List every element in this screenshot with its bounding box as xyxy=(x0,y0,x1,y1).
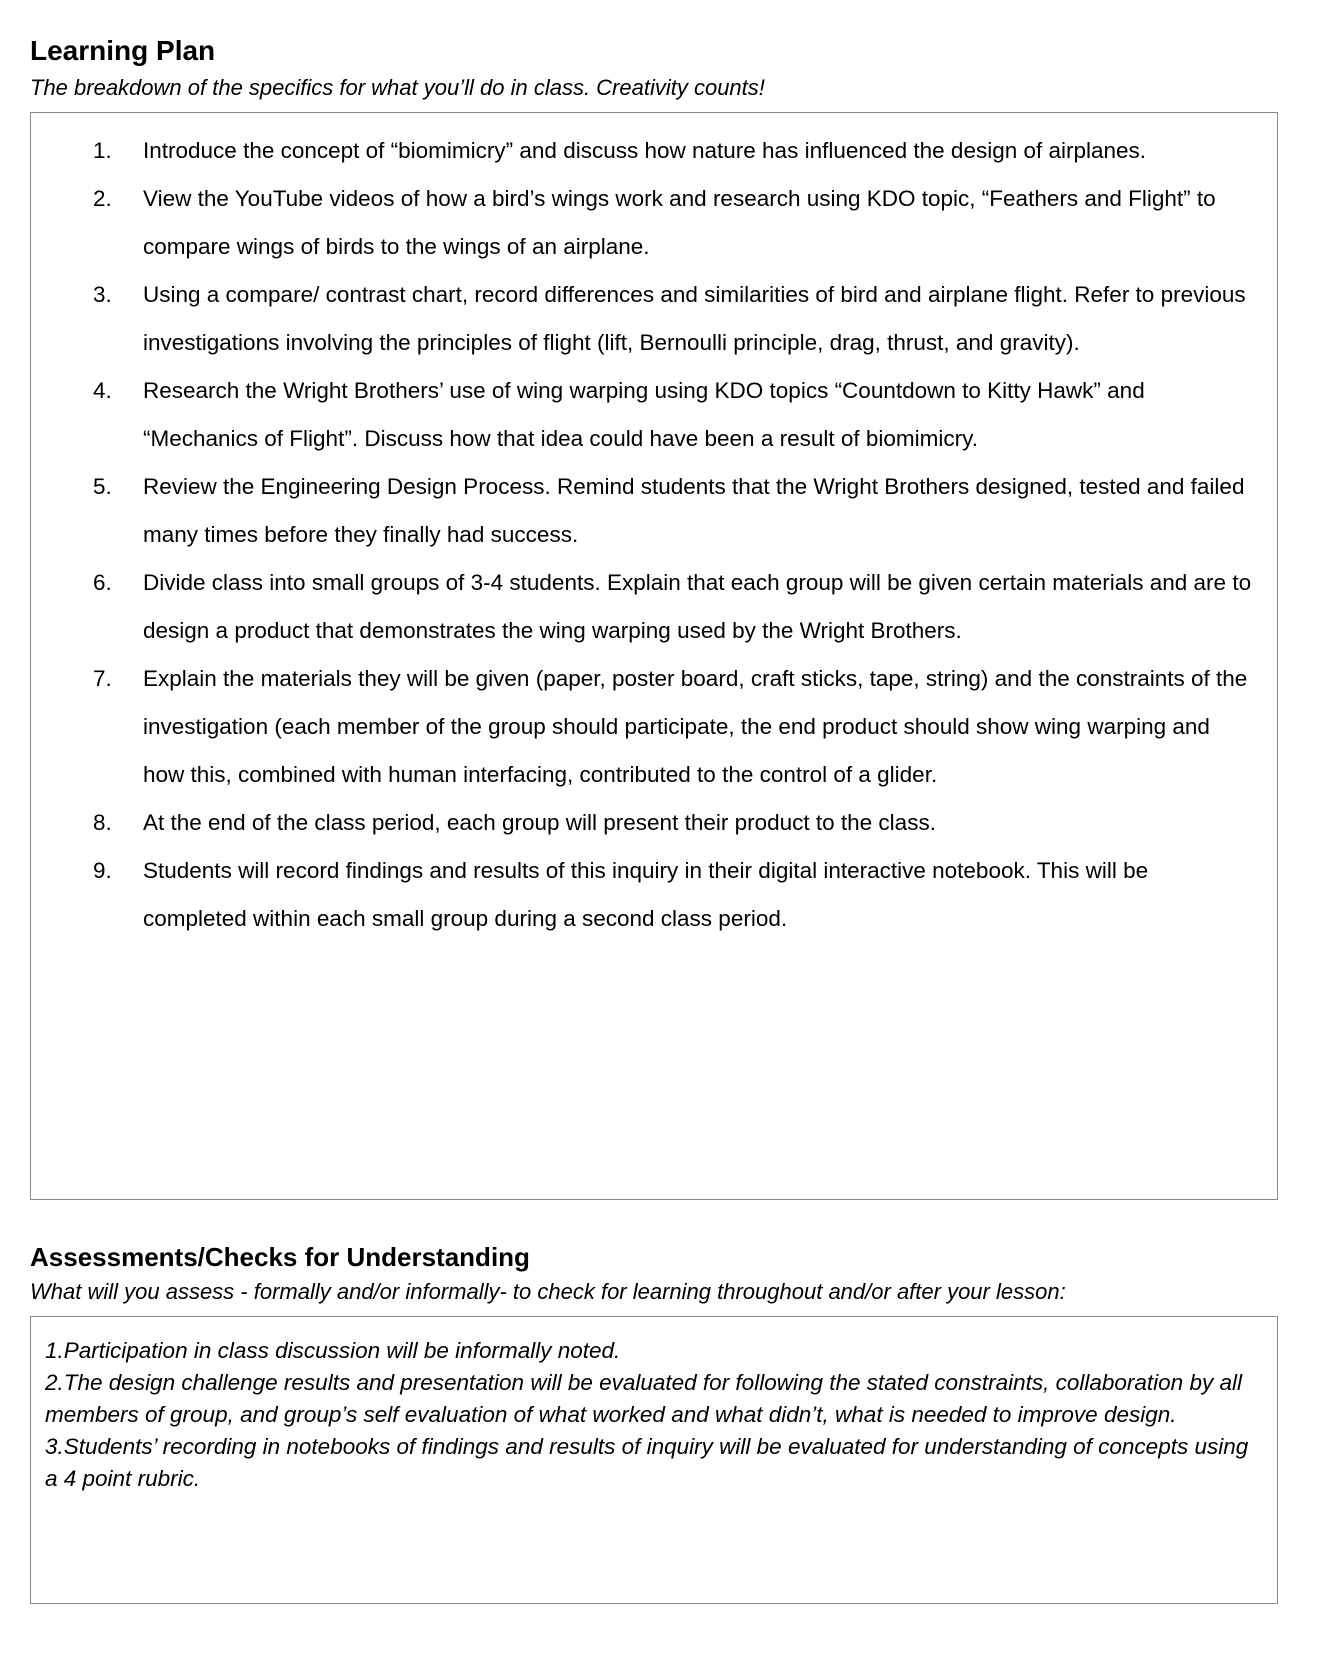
learning-plan-heading: Learning Plan xyxy=(30,35,216,66)
plan-step-text: Divide class into small groups of 3-4 students. Explain that each group will be given certain materials and are to design a product that demonstrates the wing warping used by the Wright Brothers. xyxy=(143,570,1252,643)
assessment-item-2: 2.The design challenge results and presentation will be evaluated for following the stated constraints, collaboration by all members of group, and group’s self evaluation of what worked and what didn’t, what is needed to improve design. xyxy=(45,1370,1242,1427)
plan-step-number: 5. xyxy=(93,474,112,499)
assessment-item-3: 3.Students’ recording in notebooks of findings and results of inquiry will be evaluated for understanding of concepts using a 4 point rubric. xyxy=(45,1434,1249,1491)
plan-step-number: 1. xyxy=(93,138,112,163)
learning-plan-list xyxy=(31,113,1277,943)
plan-step-5 xyxy=(31,463,1277,559)
plan-step-text: Review the Engineering Design Process. Remind students that the Wright Brothers designed, tested and failed many times before they finally had success. xyxy=(143,474,1245,547)
plan-step-text: Using a compare/ contrast chart, record differences and similarities of bird and airplane flight. Refer to previous investigations involving the principles of flight (lift, Bernoulli principle, drag, thrust, and gravity). xyxy=(143,282,1246,355)
assessments-heading: Assessments/Checks for Understanding xyxy=(30,1242,530,1272)
plan-step-text: Explain the materials they will be given (paper, poster board, craft sticks, tape, string) and the constraints of the investigation (each member of the group should participate, the end product should show wing warping and how this, combined with human interfacing, contributed to the control of a glider. xyxy=(143,666,1248,787)
learning-plan-subtitle: The breakdown of the specifics for what you’ll do in class. Creativity counts! xyxy=(30,75,765,100)
plan-step-number: 3. xyxy=(93,282,112,307)
plan-step-text: At the end of the class period, each group will present their product to the class. xyxy=(143,810,936,835)
plan-step-4 xyxy=(31,367,1277,463)
assessments-box xyxy=(30,1316,1278,1604)
plan-step-text: Research the Wright Brothers’ use of wing warping using KDO topics “Countdown to Kitty Hawk” and “Mechanics of Flight”. Discuss how that idea could have been a result of biomimicry. xyxy=(143,378,1145,451)
plan-step-3 xyxy=(31,271,1277,367)
plan-step-1 xyxy=(31,127,1277,175)
plan-step-7 xyxy=(31,655,1277,799)
assessments-list xyxy=(31,1317,1277,1495)
assessments-subtitle: What will you assess - formally and/or informally- to check for learning throughout and/or after your lesson: xyxy=(30,1279,1066,1304)
plan-step-number: 2. xyxy=(93,186,112,211)
plan-step-text: View the YouTube videos of how a bird’s wings work and research using KDO topic, “Feathers and Flight” to compare wings of birds to the wings of an airplane. xyxy=(143,186,1216,259)
plan-step-2 xyxy=(31,175,1277,271)
plan-step-text: Introduce the concept of “biomimicry” and discuss how nature has influenced the design of airplanes. xyxy=(143,138,1147,163)
plan-step-text: Students will record findings and results of this inquiry in their digital interactive notebook. This will be completed within each small group during a second class period. xyxy=(143,858,1149,931)
learning-plan-box xyxy=(30,112,1278,1200)
plan-step-6 xyxy=(31,559,1277,655)
plan-step-number: 6. xyxy=(93,570,112,595)
plan-step-number: 8. xyxy=(93,810,112,835)
plan-step-number: 4. xyxy=(93,378,112,403)
plan-step-8 xyxy=(31,799,1277,847)
assessment-item-1: 1.Participation in class discussion will be informally noted. xyxy=(45,1338,621,1363)
plan-step-number: 7. xyxy=(93,666,112,691)
plan-step-number: 9. xyxy=(93,858,112,883)
plan-step-9 xyxy=(31,847,1277,943)
